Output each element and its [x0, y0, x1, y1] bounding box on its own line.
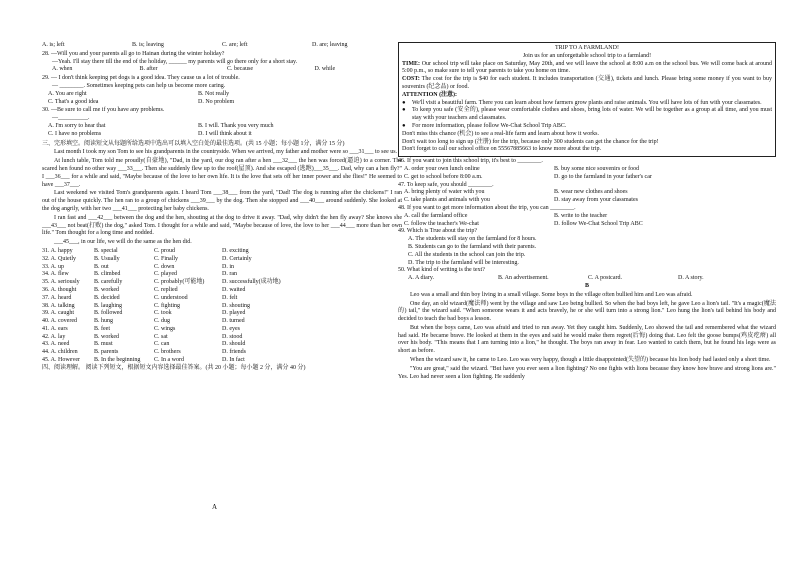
- q27-options: [42, 42, 402, 50]
- option[interactable]: B. must: [94, 341, 113, 348]
- trip-title: TRIP TO A FARMLAND!: [555, 45, 619, 51]
- option[interactable]: A. call the farmland office: [404, 212, 468, 219]
- q49-options: [398, 236, 776, 267]
- option[interactable]: D. The trip to the farmland will be interesting.: [408, 259, 519, 266]
- q29-text: 29. — I don't think keeping pet dogs is a good idea. They cause us a lot of trouble.: [42, 75, 240, 82]
- option[interactable]: B. Usually: [94, 255, 120, 262]
- option[interactable]: D. In fact: [222, 357, 245, 364]
- cloze-paragraph: I ran fast and ___42___ between the dog and the hen, shouting at the dog to drive it away. "Dad, why didn't the hen fly away? She knows she ___43___ not beat(打败) the dog," asked Tom. I thought for a while and said, "Maybe because of love, the love to her ___44___ more than her own life." Tom thought for a long time and nodded.: [42, 214, 402, 237]
- option[interactable]: A. A diary.: [408, 275, 434, 282]
- option[interactable]: 37. A. heard: [42, 294, 72, 301]
- option[interactable]: 43. A. need: [42, 341, 70, 348]
- option[interactable]: C. In a word: [154, 357, 184, 364]
- option[interactable]: C. get to school before 8:00 a.m.: [404, 173, 483, 180]
- cloze-row-41: [42, 326, 402, 334]
- attention-bullet: ● We'll visit a beautiful farm. There you can learn about how farmers grow plants and raise animals. You will have lots of fun with your classmates.: [402, 99, 762, 106]
- option[interactable]: B. wear new clothes and shoes: [554, 189, 628, 196]
- bullet-icon: ●: [402, 122, 406, 129]
- q28-text-b: —Yeah. I'll stay there till the end of the holiday, ______ my parents will go there only for a short stay.: [52, 58, 298, 65]
- cloze-row-32: [42, 256, 402, 264]
- option[interactable]: A. bring plenty of water with you: [404, 189, 485, 196]
- option[interactable]: 36. A. thought: [42, 286, 77, 293]
- option[interactable]: 41. A. ears: [42, 325, 68, 332]
- closing-line: Don't miss this chance (机会) to see a real-life farm and learn about how it works.: [402, 130, 600, 137]
- cloze-row-42: [42, 334, 402, 342]
- option[interactable]: C. replied: [154, 286, 178, 293]
- option[interactable]: 45. A. However: [42, 357, 80, 364]
- option[interactable]: C. All the students in the school can join the trip.: [408, 251, 526, 258]
- passage-b-paragraph: "You are great," said the wizard. "But have you ever seen a lion fighting? No one fights with lions because they know how brave and strong lions are." Yes. Leo had never seen a lion fighting. He suddenly: [398, 365, 776, 380]
- option[interactable]: 31. A. happy: [42, 247, 73, 254]
- cloze-row-45: [42, 357, 402, 365]
- trip-advertisement-box: [398, 42, 776, 157]
- option[interactable]: C. took: [154, 310, 172, 317]
- cloze-row-31: [42, 248, 402, 256]
- option[interactable]: C. wings: [154, 325, 176, 332]
- left-column: [42, 42, 402, 373]
- option[interactable]: C. fighting: [154, 302, 181, 309]
- option[interactable]: D. friends: [222, 349, 246, 356]
- option[interactable]: B. special: [94, 247, 118, 254]
- option[interactable]: C. down: [154, 263, 175, 270]
- q47-options: [398, 189, 776, 205]
- option[interactable]: D. stay away from your classmates: [554, 197, 638, 204]
- option[interactable]: D. exciting: [222, 247, 249, 254]
- passage-b-paragraph: When the wizard saw it, he came to Leo. Leo was very happy, though a little disappointed(失望的) because his lion body had lasted only a short time.: [410, 357, 771, 364]
- option[interactable]: C. sat: [154, 333, 168, 340]
- option[interactable]: 34. A. flew: [42, 271, 69, 278]
- option[interactable]: D. should: [222, 341, 246, 348]
- closing-line: Don't wait too long to sign up (注册) for the trip, because only 300 students can get the chance for the trip!: [402, 138, 659, 145]
- option[interactable]: B. climbed: [94, 271, 121, 278]
- passage-b-paragraph: But when the boys came, Leo was afraid and tried to run away. Yet they caught him. Suddenly, Leo showed the tail and remembered what the wizard had said. He became brave. He looked at them in the eyes and said he would make them regret(后悔) doing that. Leo felt the goose bumps(鸡皮疙瘩) all over his body. "This means that I am turning into a lion," he thought. The boys ran away in fear. Leo wanted to catch them, but he found his legs were as short as before.: [398, 324, 776, 355]
- option[interactable]: B. write to the teacher: [554, 212, 608, 219]
- option[interactable]: C. probably(可能地): [154, 279, 205, 286]
- q28-text: 28. —Will you and your parents all go to Hainan during the winter holiday?: [42, 50, 225, 57]
- option[interactable]: C. can: [154, 341, 170, 348]
- cloze-row-37: [42, 295, 402, 303]
- cloze-row-35: [42, 279, 402, 287]
- reading-section-title: 四、阅读理解。 阅读下列短文，根据短文内容选择最佳答案。(共 20 小题；每小题 2 分，满分 40 分): [42, 364, 306, 371]
- q30-options: [42, 123, 402, 139]
- option[interactable]: D. in: [222, 263, 234, 270]
- q47-text: 47. To keep safe, you should ________.: [398, 181, 494, 188]
- option[interactable]: B. hung: [94, 318, 114, 325]
- closing-line: Don't forget to call our school office on 55567885663 to know more about the trip.: [402, 146, 601, 153]
- option[interactable]: C. are; left: [222, 42, 248, 48]
- right-column: [398, 42, 776, 382]
- cloze-row-39: [42, 310, 402, 318]
- option[interactable]: B. out: [94, 263, 109, 270]
- option[interactable]: 40. A. covered: [42, 318, 77, 325]
- cloze-section-title: 三、完形填空。阅读短文从每题所给选项中选出可以填入空白处的最佳选项。(共 15 小题；每小题 1分，满分 15 分): [42, 140, 345, 147]
- q30-text: 30. —Be sure to call me if you have any problems.: [42, 107, 165, 114]
- option[interactable]: B. worked: [94, 286, 119, 293]
- q46-options: [398, 166, 776, 182]
- option[interactable]: D. are; leaving: [312, 42, 348, 48]
- attention-bullet: ● For more information, please follow We-Chat School Trip ABC.: [402, 122, 567, 129]
- option[interactable]: C. I have no problems: [48, 130, 102, 137]
- passage-letter-b: B: [584, 282, 589, 289]
- option[interactable]: C. take plants and animals with you: [404, 197, 490, 204]
- option[interactable]: C. proud: [154, 247, 175, 254]
- passage-letter-a: A: [212, 503, 218, 511]
- option[interactable]: D. turned: [222, 318, 245, 325]
- trip-time: [402, 61, 772, 77]
- cloze-paragraph: Last month I took my son Tom to see his grandparents in the countryside. When we arrived, my father and mother were so ___31___ to see us.: [54, 149, 398, 156]
- option[interactable]: 33. A. up: [42, 263, 65, 270]
- option[interactable]: D. I will think about it: [198, 130, 252, 137]
- q48-text: 48. If you want to get more information about the trip, you can ________.: [398, 204, 576, 211]
- option[interactable]: D. follow We-Chat School Trip ABC: [554, 220, 643, 227]
- option[interactable]: B. parents: [94, 349, 119, 356]
- option[interactable]: C. A postcard.: [588, 275, 622, 282]
- trip-cost: [402, 76, 772, 92]
- cost-label: COST:: [402, 76, 420, 83]
- attention-label: ATTENTION (注意):: [402, 91, 458, 98]
- option[interactable]: D. played: [222, 310, 246, 317]
- option[interactable]: C. dug: [154, 318, 171, 325]
- option[interactable]: D. while: [314, 66, 336, 73]
- q50-options: [398, 275, 776, 283]
- time-label: TIME:: [402, 60, 420, 67]
- cloze-paragraph: At lunch table, Tom told me proudly(自豪地), "Dad, in the yard, our dog ran after a hen ___32___ the hen was forced(逼迫) to a corner. The scared hen found no other way ___33___. Then she suddenly flew up to the roof(屋顶). And she escaped (逃跑)___35___. Dad, why can a hen fly?" I ___36___ for a while and said, "Maybe because of the love to her own life. It is the love that sets off her inner power and she flies!" He seemed to have ___37___.: [42, 158, 402, 188]
- option[interactable]: B. buy some nice souvenirs or food: [554, 165, 640, 172]
- option[interactable]: B. decided: [94, 294, 120, 301]
- option[interactable]: D. stood: [222, 333, 243, 340]
- option[interactable]: B. carefully: [94, 279, 123, 286]
- cloze-row-36: [42, 287, 402, 295]
- time-text: Our school trip will take place on Saturday, May 20th, and we will leave the school at 8:00 a.m on the school bus. We will come back at around 5:00 p.m., so make sure to tell your parents to take you home on time.: [402, 60, 772, 75]
- option[interactable]: 42. A. lay: [42, 333, 66, 340]
- option[interactable]: D. go to the farmland in your father's car: [554, 173, 652, 180]
- trip-subtitle: Join us for an unforgettable school trip to a farmland!: [522, 52, 652, 59]
- option[interactable]: A. order your own lunch online: [404, 165, 480, 172]
- option[interactable]: B. I will. Thank you very much: [198, 122, 274, 129]
- option[interactable]: 38. A. talking: [42, 302, 75, 309]
- cloze-paragraph: ___45___, in our life, we will do the same as the hen did.: [54, 239, 192, 246]
- option[interactable]: C. because: [227, 66, 253, 73]
- option[interactable]: 32. A. Quietly: [42, 255, 76, 262]
- bullet-icon: ●: [402, 99, 406, 106]
- cloze-row-40: [42, 318, 402, 326]
- option[interactable]: D. successfully(成功地): [222, 279, 281, 286]
- q28-options: [42, 66, 402, 74]
- option[interactable]: D. felt: [222, 294, 238, 301]
- option[interactable]: D. A story.: [678, 275, 704, 282]
- option[interactable]: B. Not really: [198, 90, 230, 97]
- option[interactable]: B. In the beginning: [94, 357, 141, 364]
- cloze-row-33: [42, 264, 402, 272]
- q29-text-b: — ________. Sometimes keeping pets can help us become more caring.: [52, 82, 226, 89]
- q29-options: [42, 91, 402, 107]
- option[interactable]: B. is; leaving: [132, 42, 164, 48]
- passage-b-paragraph: Leo was a small and thin boy living in a small village. Some boys in the village often bullied him and Leo was afraid.: [410, 291, 693, 298]
- q46-text: 46. If you want to join this school trip, it's best to ________.: [398, 158, 543, 165]
- passage-b-paragraph: One day, an old wizard(魔法师) went by the village and saw Leo being bullied. So when the bad boys left, he gave Leo a lion's tail. "It's a magic(魔法的) tail," the wizard said. "When someone wears it and acts bravely, he or she will turn into a strong lion." Leo hung the lion's tail behind his body and decided to teach the bad boys a lesson.: [398, 300, 776, 323]
- option[interactable]: B. followed: [94, 310, 123, 317]
- option[interactable]: B. An advertisement.: [498, 275, 549, 282]
- option[interactable]: A. is; left: [42, 42, 65, 48]
- option[interactable]: A. The students will stay on the farmland for 8 hours.: [408, 236, 537, 243]
- attention-bullet: ● To keep you safe (安全的), please wear comfortable clothes and shoes, bring lots of water. We will be together as a group at all time, and you must stay with your teachers and classmates.: [402, 107, 772, 122]
- option[interactable]: B. laughing: [94, 302, 122, 309]
- option[interactable]: C. brothers: [154, 349, 181, 356]
- q50-text: 50. What kind of writing is the text?: [398, 267, 485, 274]
- cloze-options: [42, 248, 402, 365]
- option[interactable]: C. played: [154, 271, 177, 278]
- option[interactable]: C. understood: [154, 294, 188, 301]
- q49-text: 49. Which is True about the trip?: [398, 228, 478, 235]
- option[interactable]: D. Certainly: [222, 255, 252, 262]
- bullet-icon: ●: [402, 107, 406, 114]
- option[interactable]: C. follow the teacher's We-chat: [404, 220, 479, 227]
- cloze-row-34: [42, 271, 402, 279]
- option[interactable]: B. worked: [94, 333, 119, 340]
- option[interactable]: B. Students can go to the farmland with their parents.: [408, 243, 537, 250]
- option[interactable]: 39. A. caught: [42, 310, 74, 317]
- option[interactable]: D. eyes: [222, 325, 240, 332]
- option[interactable]: 35. A. seriously: [42, 279, 80, 286]
- cloze-row-44: [42, 349, 402, 357]
- option[interactable]: A. You are right: [48, 90, 87, 97]
- q30-text-b: —__________.: [52, 115, 90, 122]
- option[interactable]: D. waited: [222, 286, 246, 293]
- option[interactable]: D. shouting: [222, 302, 251, 309]
- option[interactable]: D. No problem: [198, 98, 235, 105]
- q48-options: [398, 213, 776, 229]
- cloze-paragraph: Last weekend we visited Tom's grandparents again. I heard Tom ___38___ from the yard, "Dad! The dog is running after the chickens!" I ran out of the house quickly. The hen ran to a group of chickens ___39___ by the dog. Then she stopped and ___40___ around suddenly. She looked at the dog angrily, with her two ___41___ protecting her baby chickens.: [42, 190, 402, 212]
- option[interactable]: D. ran: [222, 271, 237, 278]
- option[interactable]: B. feet: [94, 325, 110, 332]
- option[interactable]: 44. A. children: [42, 349, 78, 356]
- option[interactable]: A. I'm sorry to hear that: [48, 122, 106, 129]
- option[interactable]: C. Finally: [154, 255, 179, 262]
- option[interactable]: A. when: [52, 66, 73, 73]
- option[interactable]: B. after: [139, 66, 158, 73]
- cost-text: The cost for the trip is $40 for each student. It includes transportation (交通), tickets and lunch. Please bring some money if you want to buy souvenirs (纪念品) or food.: [402, 76, 772, 90]
- option[interactable]: C. That's a good idea: [48, 98, 99, 105]
